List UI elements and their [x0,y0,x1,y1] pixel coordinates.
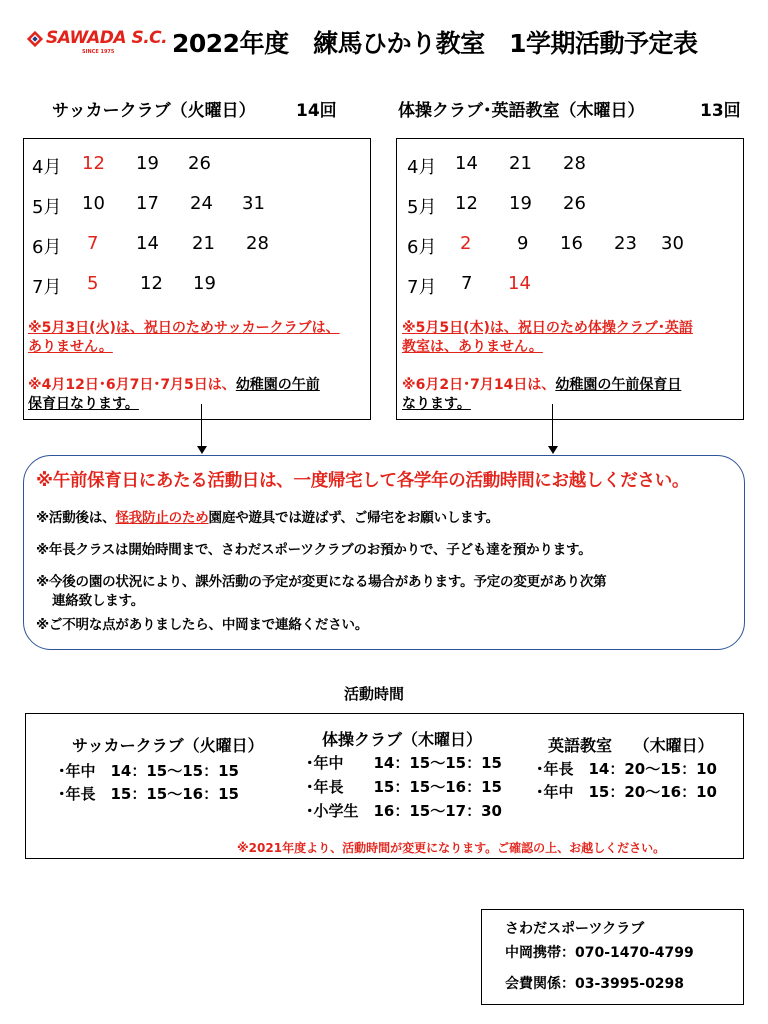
logo-diamond-icon [26,30,44,48]
soccer-day: 10 [82,193,105,214]
soccer-day: 7 [87,233,99,254]
logo-since: SINCE 1975 [82,49,115,55]
gym-schedule-box [396,138,744,420]
times-gym-row-3: ･小学生 16：15～17：30 [306,802,502,820]
arrow-down-icon [548,446,558,454]
gym-row [397,153,743,179]
soccer-morning-note: ※4月12日･6月7日･7月5日は、幼稚園の午前 保育日なります。 [28,377,320,412]
soccer-day: 24 [190,193,213,214]
gym-day: 26 [563,193,586,214]
times-english-row-1: ･年長 14：20～15：10 [536,760,717,778]
gym-month: 4月 [407,157,437,178]
gym-day: 16 [560,233,583,254]
notice-line-4: ※ご不明な点がありましたら、中岡まで連絡ください。 [36,617,369,633]
soccer-month: 5月 [32,197,62,218]
soccer-schedule-box [23,138,371,420]
contact-fee: 会費関係：03-3995-0298 [505,976,685,992]
times-soccer-row-2: ･年長 15：15～16：15 [58,785,239,803]
gym-row [397,273,743,299]
soccer-month: 4月 [32,157,62,178]
gym-day: 14 [455,153,478,174]
gym-month: 5月 [407,197,437,218]
notice-line-3a: ※今後の園の状況により、課外活動の予定が変更になる場合があります。予定の変更があり次第 [36,574,607,590]
soccer-day: 19 [136,153,159,174]
arrow-line-left [201,404,202,448]
soccer-day: 31 [242,193,265,214]
soccer-day: 14 [136,233,159,254]
soccer-row [24,273,370,299]
gym-day: 30 [661,233,684,254]
gym-row [397,233,743,259]
soccer-day: 26 [188,153,211,174]
notice-main: ※午前保育日にあたる活動日は、一度帰宅して各学年の活動時間にお越しください。 [36,471,690,491]
times-soccer-head: サッカークラブ（火曜日） [72,736,264,755]
contact-phone: 中岡携帯：070-1470-4799 [505,945,694,961]
gym-row [397,193,743,219]
gym-day: 21 [509,153,532,174]
times-heading: 活動時間 [344,685,405,703]
gym-month: 7月 [407,277,437,298]
notice-line-2: ※年長クラスは開始時間まで、さわだスポーツクラブのお預かりで、子ども達を預かります。 [36,542,592,558]
contact-org: さわだスポーツクラブ [505,921,645,937]
arrow-line-right [552,404,553,448]
soccer-holiday-note: ※5月3日(火)は、祝日のためサッカークラブは、 ありません。 [28,320,340,355]
times-gym-row-1: ･年中 14：15～15：15 [306,754,502,772]
gym-day: 23 [614,233,637,254]
times-soccer-row-1: ･年中 14：15～15：15 [58,762,239,780]
soccer-row [24,153,370,179]
soccer-day: 28 [246,233,269,254]
soccer-day: 21 [192,233,215,254]
soccer-day: 5 [87,273,99,294]
gym-day: 19 [509,193,532,214]
notice-line-3b: 連絡致します。 [52,593,145,609]
soccer-heading: サッカークラブ（火曜日） [52,101,256,121]
gym-day: 7 [461,273,473,294]
soccer-row [24,233,370,259]
soccer-day: 12 [82,153,105,174]
soccer-row [24,193,370,219]
soccer-day: 17 [136,193,159,214]
gym-holiday-note: ※5月5日(木)は、祝日のため体操クラブ･英語 教室は、ありません。 [402,320,693,355]
times-gym-row-2: ･年長 15：15～16：15 [306,778,502,796]
gym-day: 9 [517,233,529,254]
gym-heading: 体操クラブ･英語教室（木曜日） [398,101,645,121]
gym-day: 28 [563,153,586,174]
soccer-count: 14回 [296,101,337,121]
gym-morning-note: ※6月2日･7月14日は、幼稚園の午前保育日 なります。 [402,377,682,412]
notice-line-1: ※活動後は、怪我防止のため園庭や遊具では遊ばず、ご帰宅をお願いします。 [36,510,499,526]
logo-text: SAWADA S.C. [46,28,168,48]
gym-day: 12 [455,193,478,214]
times-english-head: 英語教室 （木曜日） [548,736,714,755]
gym-count: 13回 [700,101,741,121]
soccer-month: 6月 [32,237,62,258]
times-change-note: ※2021年度より、活動時間が変更になります。ご確認の上、お越しください。 [237,841,666,855]
gym-month: 6月 [407,237,437,258]
soccer-day: 19 [193,273,216,294]
times-english-row-2: ･年中 15：20～16：10 [536,783,717,801]
times-gym-head: 体操クラブ（木曜日） [322,730,483,749]
soccer-day: 12 [140,273,163,294]
gym-day: 14 [508,273,531,294]
arrow-down-icon [197,446,207,454]
page-title: 2022年度 練馬ひかり教室 1学期活動予定表 [172,29,698,58]
gym-day: 2 [460,233,472,254]
soccer-month: 7月 [32,277,62,298]
